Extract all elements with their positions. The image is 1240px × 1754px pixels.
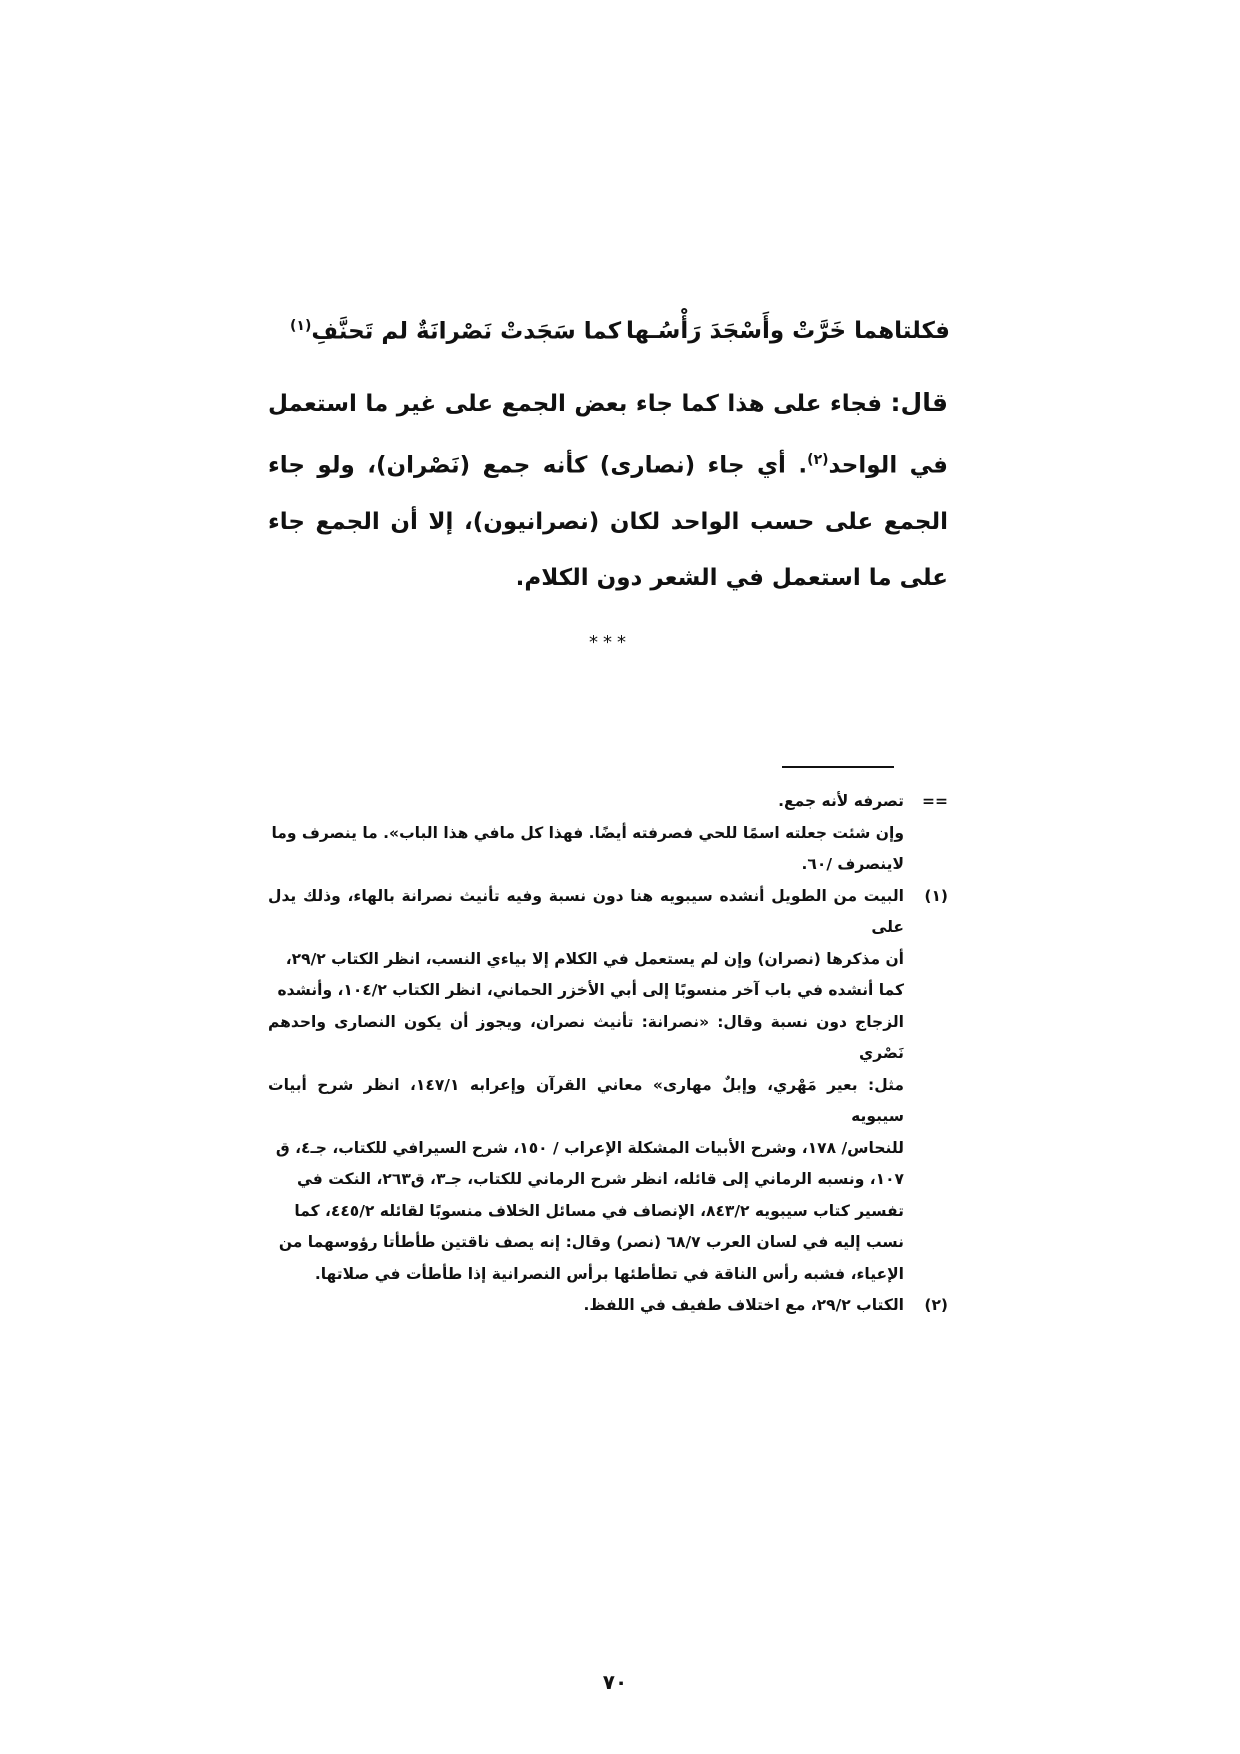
- footnote-line: الإعياء، فشبه رأس الناقة في تطأطئها برأس النصرانية إذا طأطأت في صلاتها.: [314, 1264, 904, 1283]
- footnote-number: (٢): [924, 1296, 948, 1314]
- qal-label: قال:: [890, 388, 948, 417]
- footnote-2: [268, 1290, 948, 1322]
- footnote-line: نسب إليه في لسان العرب ٦٨/٧ (نصر) وقال: إنه يصف ناقتين طأطأتا رؤوسهما من: [278, 1233, 904, 1251]
- paragraph-text: فجاء على هذا كما جاء بعض الجمع على غير ما استعمل في الواحد: [268, 391, 948, 479]
- footnote-line: لاينصرف /٦٠.: [801, 855, 904, 873]
- footnote-line: البيت من الطويل أنشده سيبويه هنا دون نسبة وفيه تأنيث نصرانة بالهاء، وذلك يدل على: [268, 886, 904, 936]
- footnote-line: تفسير كتاب سيبويه ٨٤٣/٢، الإنصاف في مسائل الخلاف منسوبًا لقائله ٤٤٥/٢، كما: [294, 1201, 904, 1220]
- footnote-line: الكتاب ٢٩/٢، مع اختلاف طفيف في اللفظ.: [583, 1296, 904, 1314]
- footnotes: [268, 786, 948, 1322]
- page-number: ٧٠: [602, 1670, 628, 1694]
- footnote-divider: [782, 766, 894, 768]
- footnote-line: الزجاج دون نسبة وقال: «نصرانة: تأنيث نصران، ويجوز أن يكون النصارى واحدهم نَصْري: [268, 1012, 904, 1062]
- footnote-line: ١٠٧، ونسبه الرماني إلى قائله، انظر شرح الرماني للكتاب، جـ٣، ق٢٦٣، النكت في: [297, 1170, 904, 1188]
- continuation-marker: ==: [922, 792, 948, 810]
- poetry-verse: [290, 318, 950, 368]
- footnote-reference[interactable]: (٢): [807, 452, 829, 468]
- paragraph-text: . أي جاء (نصارى) كأنه جمع (نَصْران)، ولو جاء الجمع على حسب الواحد لكان (نصرانيون)، إلا أن الجمع جاء على ما استعمل في الشعر دون الكلام.: [268, 452, 948, 591]
- footnote-line: للنحاس/ ١٧٨، وشرح الأبيات المشكلة الإعراب / ١٥٠، شرح السيرافي للكتاب، جـ٤، ق: [275, 1138, 904, 1157]
- verse-second-hemistich: كما سَجَدتْ نَصْرانَةٌ لم تَحنَّفِ$^{(١)}$: [290, 318, 622, 345]
- footnote-line: تصرفه لأنه جمع.: [778, 792, 904, 810]
- verse-first-hemistich: فكلتاهما خَرَّتْ وأَسْجَدَ رَأْسُـها: [626, 318, 950, 344]
- footnote-line: مثل: بعير مَهْري، وإبلٌ مهارى» معاني القرآن وإعرابه ١٤٧/١، انظر شرح أبيات سيبويه: [268, 1075, 904, 1125]
- footnote-reference[interactable]: (١): [290, 318, 312, 334]
- footnote-continuation: [268, 786, 948, 881]
- footnote-number: (١): [924, 886, 948, 905]
- main-paragraph: [268, 375, 948, 606]
- footnote-line: أن مذكرها (نصران) وإن لم يستعمل في الكلام إلا بياءي النسب، انظر الكتاب ٢٩/٢،: [285, 949, 904, 968]
- footnote-line: كما أنشده في باب آخر منسوبًا إلى أبي الأخزر الحماني، انظر الكتاب ١٠٤/٢، وأنشده: [277, 981, 904, 999]
- section-separator: ***: [589, 632, 631, 653]
- footnote-1: [268, 881, 948, 1291]
- footnote-line: وإن شئت جعلته اسمًا للحي فصرفته أيضًا. فهذا كل مافي هذا الباب». ما ينصرف وما: [271, 823, 904, 842]
